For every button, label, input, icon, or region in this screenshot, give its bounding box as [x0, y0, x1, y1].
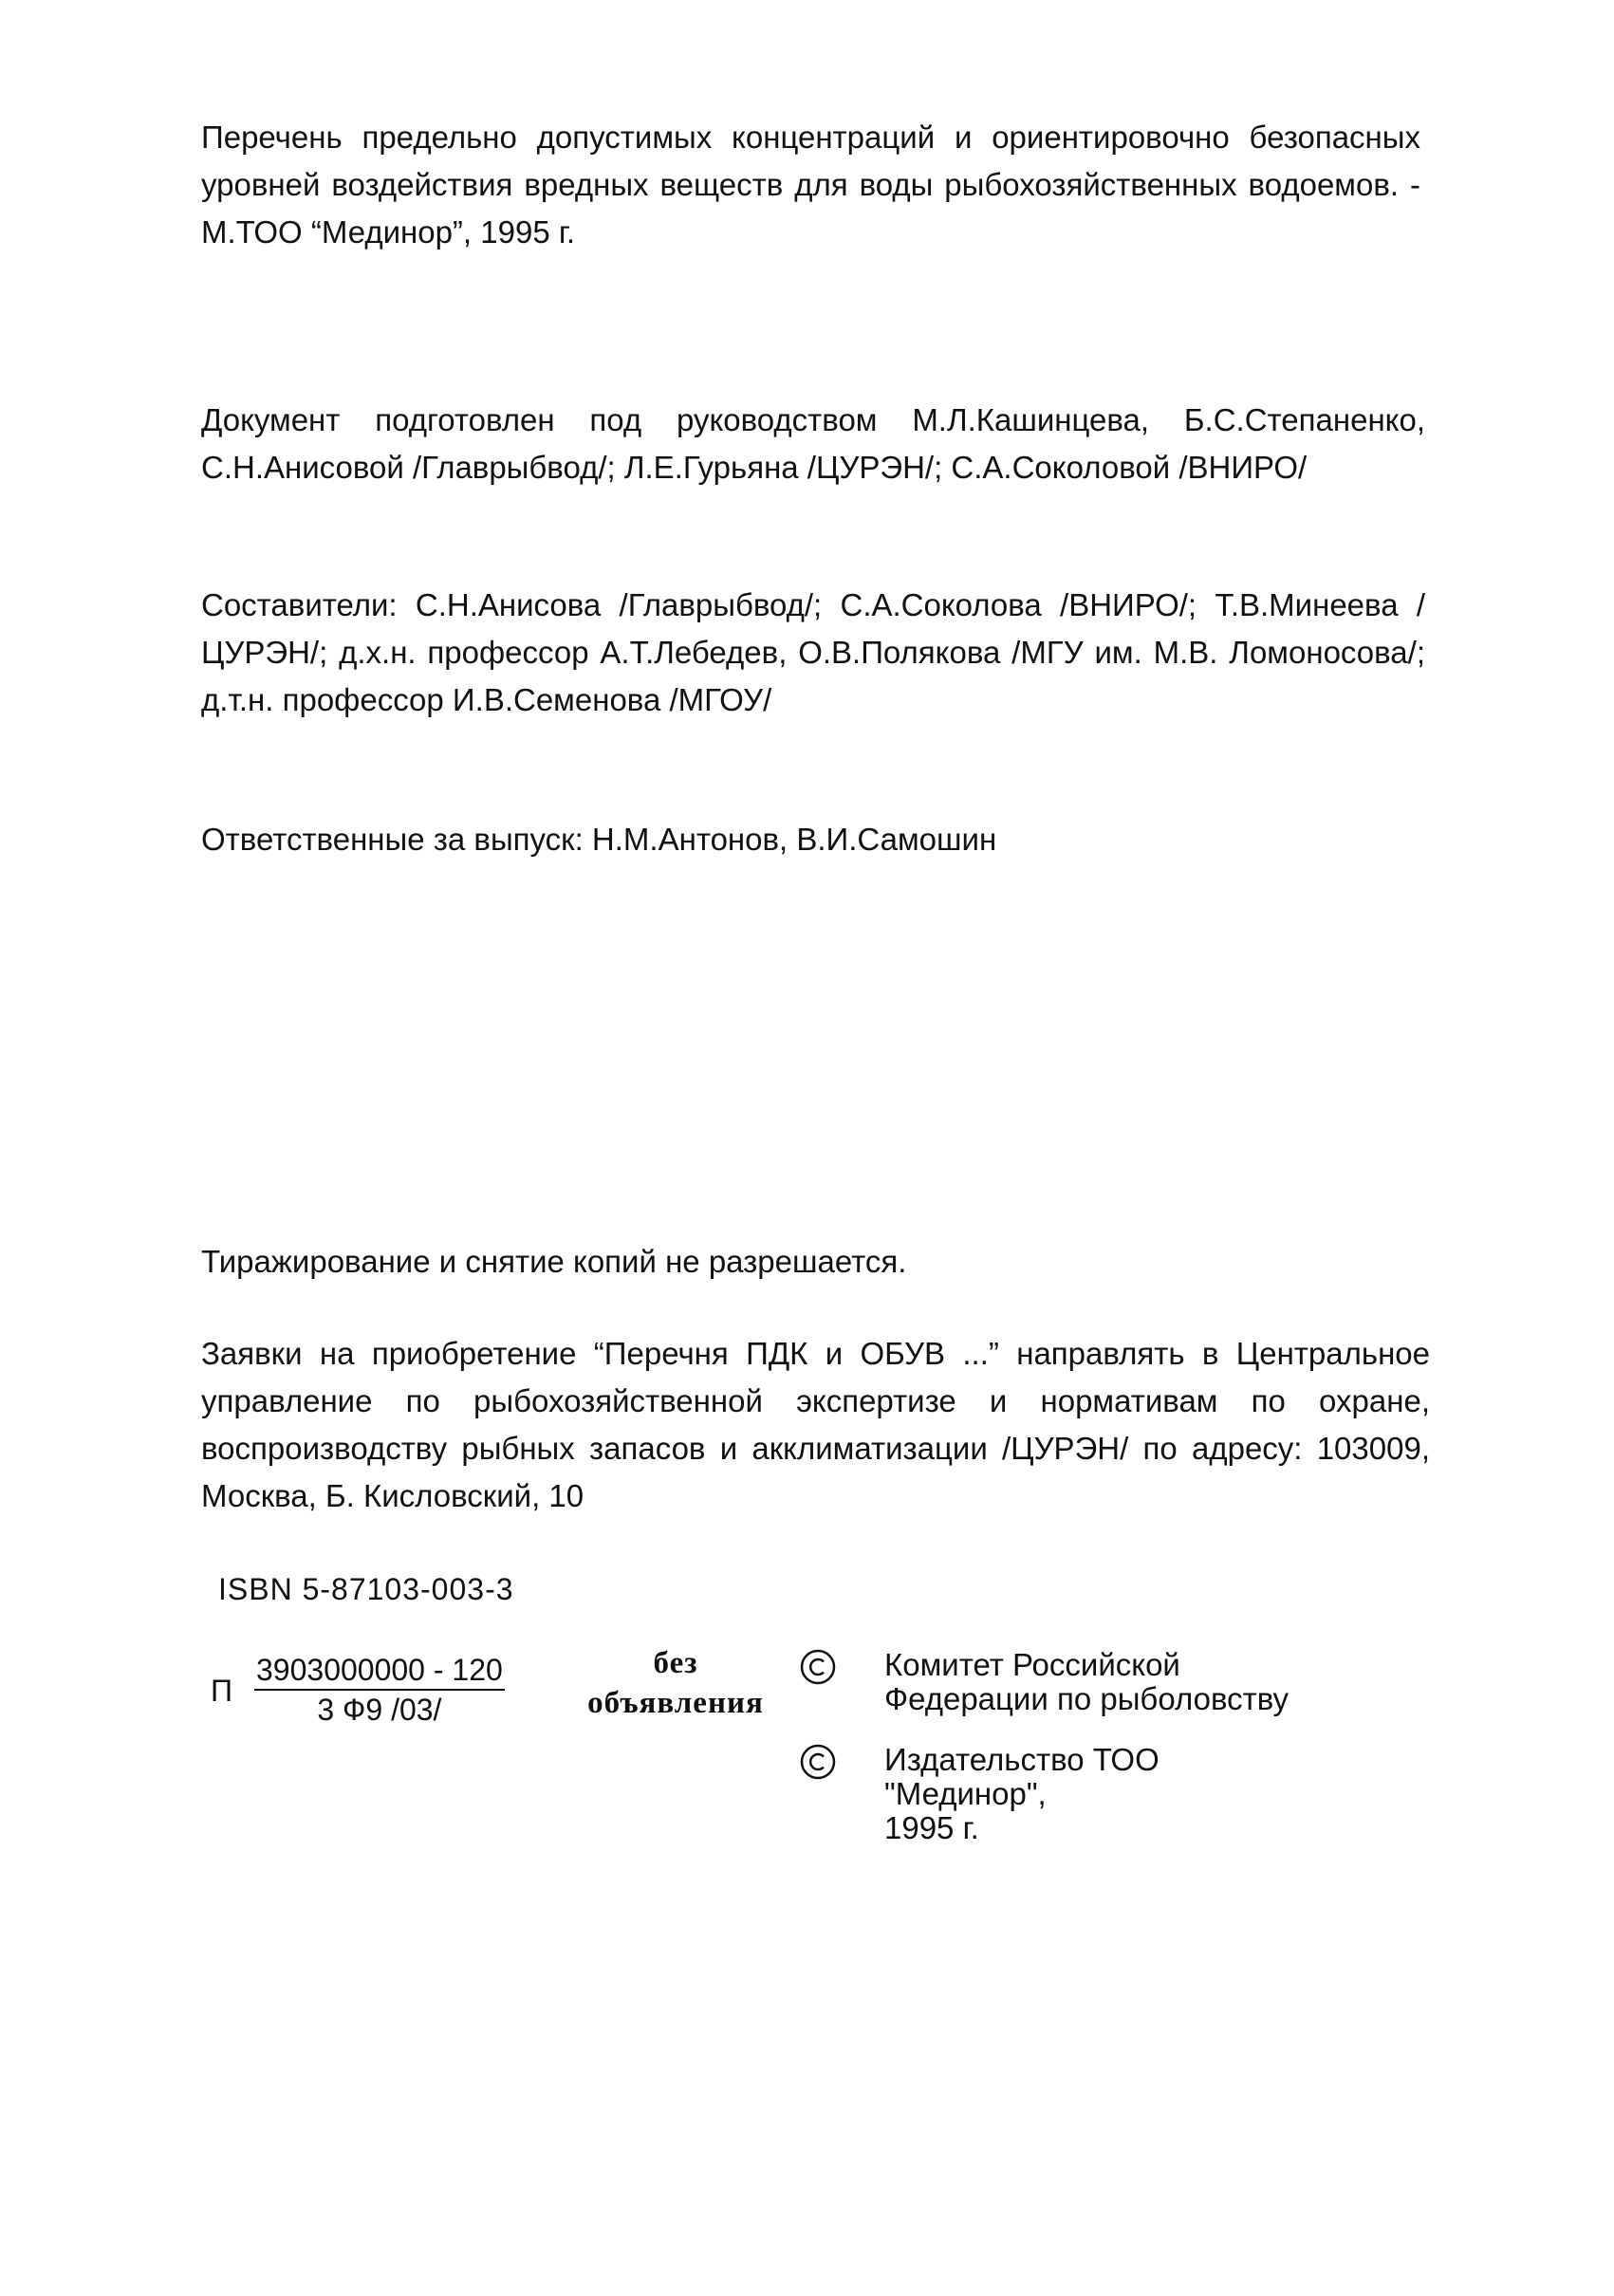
- bibliographic-note: Перечень предельно допустимых концентраций и ориентировочно безопасных уровней воздействия вредных веществ для воды рыбохозяйственных водоемов. - М.ТОО “Мединор”, 1995 г.: [201, 120, 1420, 250]
- notice-line-1: без: [653, 1646, 698, 1680]
- notice-line-2: объявления: [587, 1686, 764, 1720]
- owner-line-1: Комитет Российской: [884, 1647, 1180, 1682]
- copyright-owner-committee: [884, 1648, 1321, 1716]
- owner-line-1: Издательство ТОО "Мединор",: [884, 1742, 1159, 1811]
- owner-line-2: 1995 г.: [884, 1810, 979, 1845]
- isbn-number: ISBN 5-87103-003-3: [218, 1572, 514, 1606]
- compilers-paragraph: Составители: С.Н.Анисова /Главрыбвод/; С.А.Соколова /ВНИРО/; Т.В.Минеева /ЦУРЭН/; д.х.н. профессор А.Т.Лебедев, О.В.Полякова /МГУ им. М.В. Ломоносова/; д.т.н. профессор И.В.Семенова /МГОУ/: [201, 587, 1425, 717]
- code-numerator: 3903000000 - 120: [254, 1651, 505, 1691]
- code-letter: П: [211, 1674, 232, 1708]
- orders-paragraph: Заявки на приобретение “Перечня ПДК и ОБУВ ...” направлять в Центральное управление по рыбохозяйственной экспертизе и нормативам по охране, воспроизводству рыбных запасов и акклиматизации /ЦУРЭН/ по адресу: 103009, Москва, Б. Кисловский, 10: [201, 1336, 1430, 1513]
- owner-line-2: Федерации по рыболовству: [884, 1681, 1289, 1716]
- copyright-icon: [799, 1743, 837, 1781]
- code-denominator: 3 Ф9 /03/: [317, 1693, 442, 1727]
- copyright-icon: [799, 1648, 837, 1686]
- prepared-by-paragraph: Документ подготовлен под руководством М.Л.Кашинцева, Б.С.Степаненко, С.Н.Анисовой /Главрыбвод/; Л.Е.Гурьяна /ЦУРЭН/; С.А.Соколовой /ВНИРО/: [201, 402, 1425, 485]
- copying-notice: Тиражирование и снятие копий не разрешается.: [201, 1244, 907, 1279]
- no-announcement-notice: [562, 1643, 789, 1723]
- copyright-owner-publisher: [884, 1743, 1321, 1845]
- publication-code-fraction: [254, 1651, 505, 1729]
- responsible-for-release: Ответственные за выпуск: Н.М.Антонов, В.И.Самошин: [201, 822, 997, 857]
